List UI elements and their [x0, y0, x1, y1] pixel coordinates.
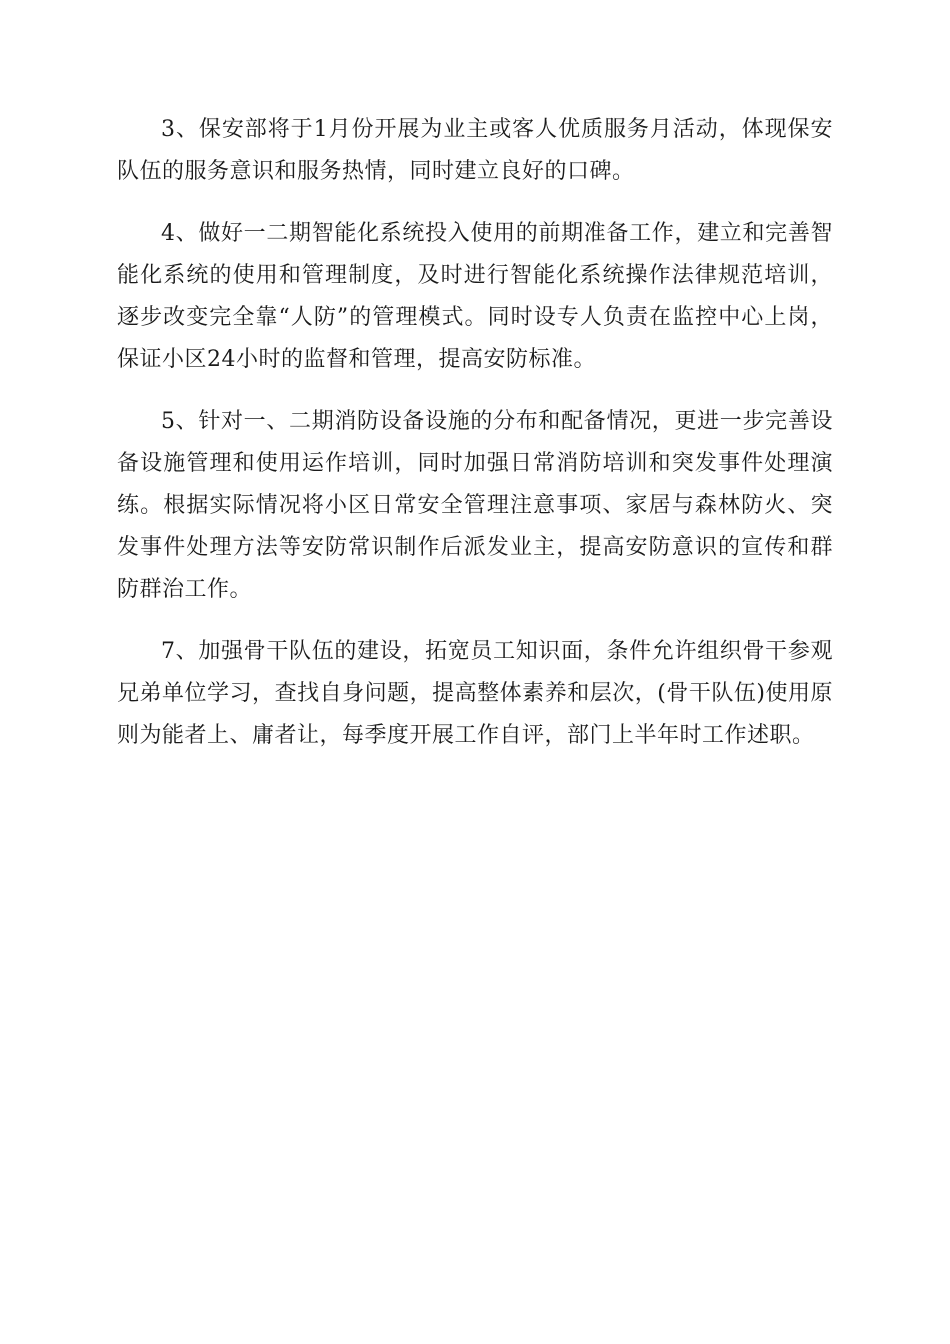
paragraph-item-3: 3、保安部将于1月份开展为业主或客人优质服务月活动，体现保安队伍的服务意识和服务热情，同时建立良好的口碑。 — [117, 117, 833, 184]
document-body — [117, 109, 833, 777]
paragraph-item-7: 7、加强骨干队伍的建设，拓宽员工知识面，条件允许组织骨干参观兄弟单位学习，查找自身问题，提高整体素养和层次，(骨干队伍)使用原则为能者上、庸者让，每季度开展工作自评，部门上半年时工作述职。 — [117, 639, 833, 748]
paragraph-item-5: 5、针对一、二期消防设备设施的分布和配备情况，更进一步完善设备设施管理和使用运作培训，同时加强日常消防培训和突发事件处理演练。根据实际情况将小区日常安全管理注意事项、家居与森林防火、突发事件处理方法等安防常识制作后派发业主，提高安防意识的宣传和群防群治工作。 — [117, 409, 833, 602]
paragraph-item-4: 4、做好一二期智能化系统投入使用的前期准备工作，建立和完善智能化系统的使用和管理制度，及时进行智能化系统操作法律规范培训，逐步改变完全靠“人防”的管理模式。同时设专人负责在监控中心上岗，保证小区24小时的监督和管理，提高安防标准。 — [117, 221, 833, 372]
